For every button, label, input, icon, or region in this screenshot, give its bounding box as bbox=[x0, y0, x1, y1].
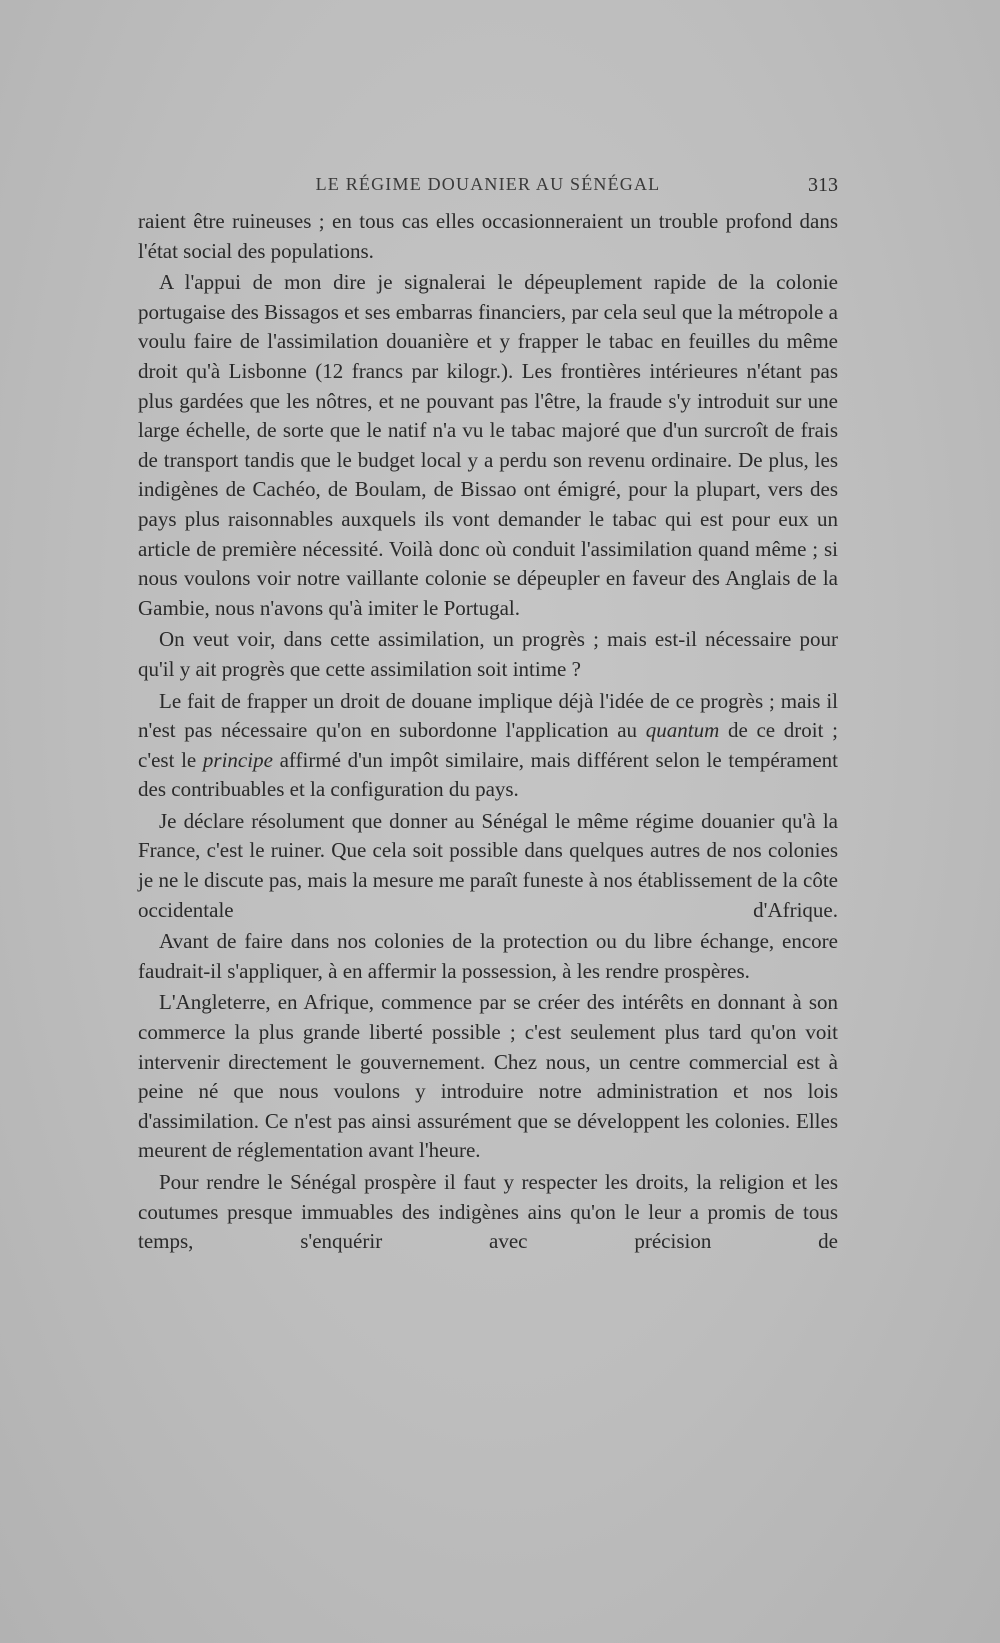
paragraph-droit-douane bbox=[138, 687, 838, 805]
page-header bbox=[138, 174, 838, 202]
paragraph-continuation: raient être ruineuses ; en tous cas elles occasionneraient un trouble profond dans l'état social des populations. bbox=[138, 209, 838, 263]
paragraph-prosperite: Pour rendre le Sénégal prospère il faut y respecter les droits, la religion et les coutumes presque immuables des indigènes ains qu'on le leur a promis de tous temps, s'enquérir avec précision de bbox=[138, 1170, 838, 1254]
italic-quantum: quantum bbox=[645, 718, 720, 743]
paragraph-progres: On veut voir, dans cette assimilation, un progrès ; mais est-il nécessaire pour qu'il y ait progrès que cette assimilation soit intime ? bbox=[138, 627, 838, 681]
paragraph-protection: Avant de faire dans nos colonies de la protection ou du libre échange, encore faudrait-il s'appliquer, à en affermir la possession, à les rendre prospères. bbox=[138, 929, 838, 983]
paragraph-regime-senegal: Je déclare résolument que donner au Sénégal le même régime douanier qu'à la France, c'est le ruiner. Que cela soit possible dans quelques autres de nos colonies je ne le discute pas, mais la mesure me paraît funeste à nos établissement de la côte occidentale d'Afrique. bbox=[138, 808, 838, 922]
paragraph-droit-douane-part-2: de ce droit ; c'est le bbox=[138, 718, 838, 772]
paragraph-bissagos: A l'appui de mon dire je signalerai le dépeuplement rapide de la colonie portugaise des Bissagos et ses embarras financiers, par cela seul que la métropole a voulu faire de l'assimilation douanière et y frapper le tabac en feuilles du même droit qu'à Lisbonne (12 francs par kilogr.). Les frontières intérieures n'étant pas plus gardées que les nôtres, et ne pouvant pas l'être, la fraude s'y introduit sur une large échelle, de sorte que le natif n'a vu le tabac majoré que d'un surcroît de frais de transport tandis que le budget local y a perdu son revenu ordinaire. De plus, les indigènes de Cachéo, de Boulam, de Bissao ont émigré, pour la plupart, vers des pays plus raisonnables auxquels ils vont demander le tabac qui est pour eux un article de première nécessité. Voilà donc où conduit l'assimilation quand même ; si nous voulons voir notre vaillante colonie se dépeupler en faveur des Anglais de la Gambie, nous n'avons qu'à imiter le Portugal. bbox=[138, 270, 838, 620]
page-number: 313 bbox=[808, 174, 838, 196]
paragraph-droit-douane-part-3: affirmé d'un impôt similaire, mais différent selon le tempérament des contribuables et la configuration du pays. bbox=[138, 747, 838, 802]
paragraph-droit-douane-part-1: Le fait de frapper un droit de douane implique déjà l'idée de ce progrès ; mais il n'est pas nécessaire qu'on en subordonne l'application au bbox=[138, 688, 838, 743]
running-title: LE RÉGIME DOUANIER AU SÉNÉGAL bbox=[315, 174, 661, 194]
body-text bbox=[138, 207, 838, 1259]
italic-principe: principe bbox=[202, 747, 273, 772]
paragraph-angleterre: L'Angleterre, en Afrique, commence par se créer des intérêts en donnant à son commerce la plus grande liberté possible ; c'est seulement plus tard qu'on voit intervenir directement le gouvernement. Chez nous, un centre commercial est à peine né que nous voulons y introduire notre administration et nos lois d'assimilation. Ce n'est pas ainsi assurément que se développent les colonies. Elles meurent de réglementation avant l'heure. bbox=[138, 990, 838, 1163]
